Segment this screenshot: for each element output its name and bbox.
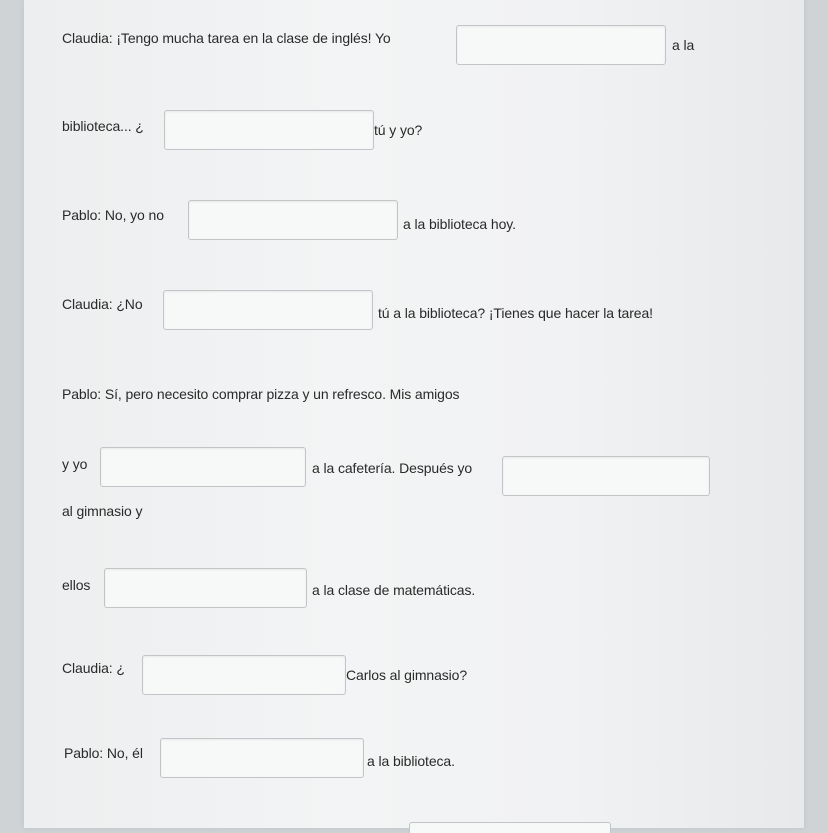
blank-8[interactable] (142, 655, 346, 695)
text-carlos-gimnasio: Carlos al gimnasio? (346, 667, 468, 683)
blank-1[interactable] (456, 25, 666, 65)
text-cafeteria: a la cafetería. Después yo (312, 460, 473, 476)
text-a-la-biblioteca: a la biblioteca. (367, 753, 455, 769)
text-biblioteca: biblioteca... ¿ (62, 118, 144, 134)
text-biblioteca-hoy: a la biblioteca hoy. (403, 216, 516, 232)
text-pablo-no: Pablo: No, yo no (62, 207, 164, 223)
text-y-yo: y yo (62, 456, 88, 472)
text-claudia-tarea: Claudia: ¡Tengo mucha tarea en la clase de inglés! Yo (62, 30, 391, 46)
blank-5[interactable] (100, 447, 306, 487)
blank-4[interactable] (163, 290, 373, 330)
blank-9[interactable] (160, 738, 364, 778)
blank-7[interactable] (104, 568, 307, 608)
text-ellos: ellos (62, 577, 91, 593)
text-claudia-carlos: Claudia: ¿ (62, 660, 125, 676)
text-pablo-si: Pablo: Sí, pero necesito comprar pizza y un refresco. Mis amigos (62, 386, 460, 402)
blank-6[interactable] (502, 456, 710, 496)
text-pablo-el: Pablo: No, él (64, 745, 143, 761)
worksheet-page (24, 0, 804, 828)
text-al-gimnasio: al gimnasio y (62, 503, 143, 519)
text-claudia-no: Claudia: ¿No (62, 296, 143, 312)
text-clase-matematicas: a la clase de matemáticas. (312, 582, 476, 598)
blank-3[interactable] (188, 200, 398, 240)
text-tu-y-yo: tú y yo? (374, 122, 423, 138)
text-tienes-que: tú a la biblioteca? ¡Tienes que hacer la tarea! (378, 305, 653, 321)
blank-2[interactable] (164, 110, 374, 150)
text-a-la: a la (672, 37, 695, 53)
